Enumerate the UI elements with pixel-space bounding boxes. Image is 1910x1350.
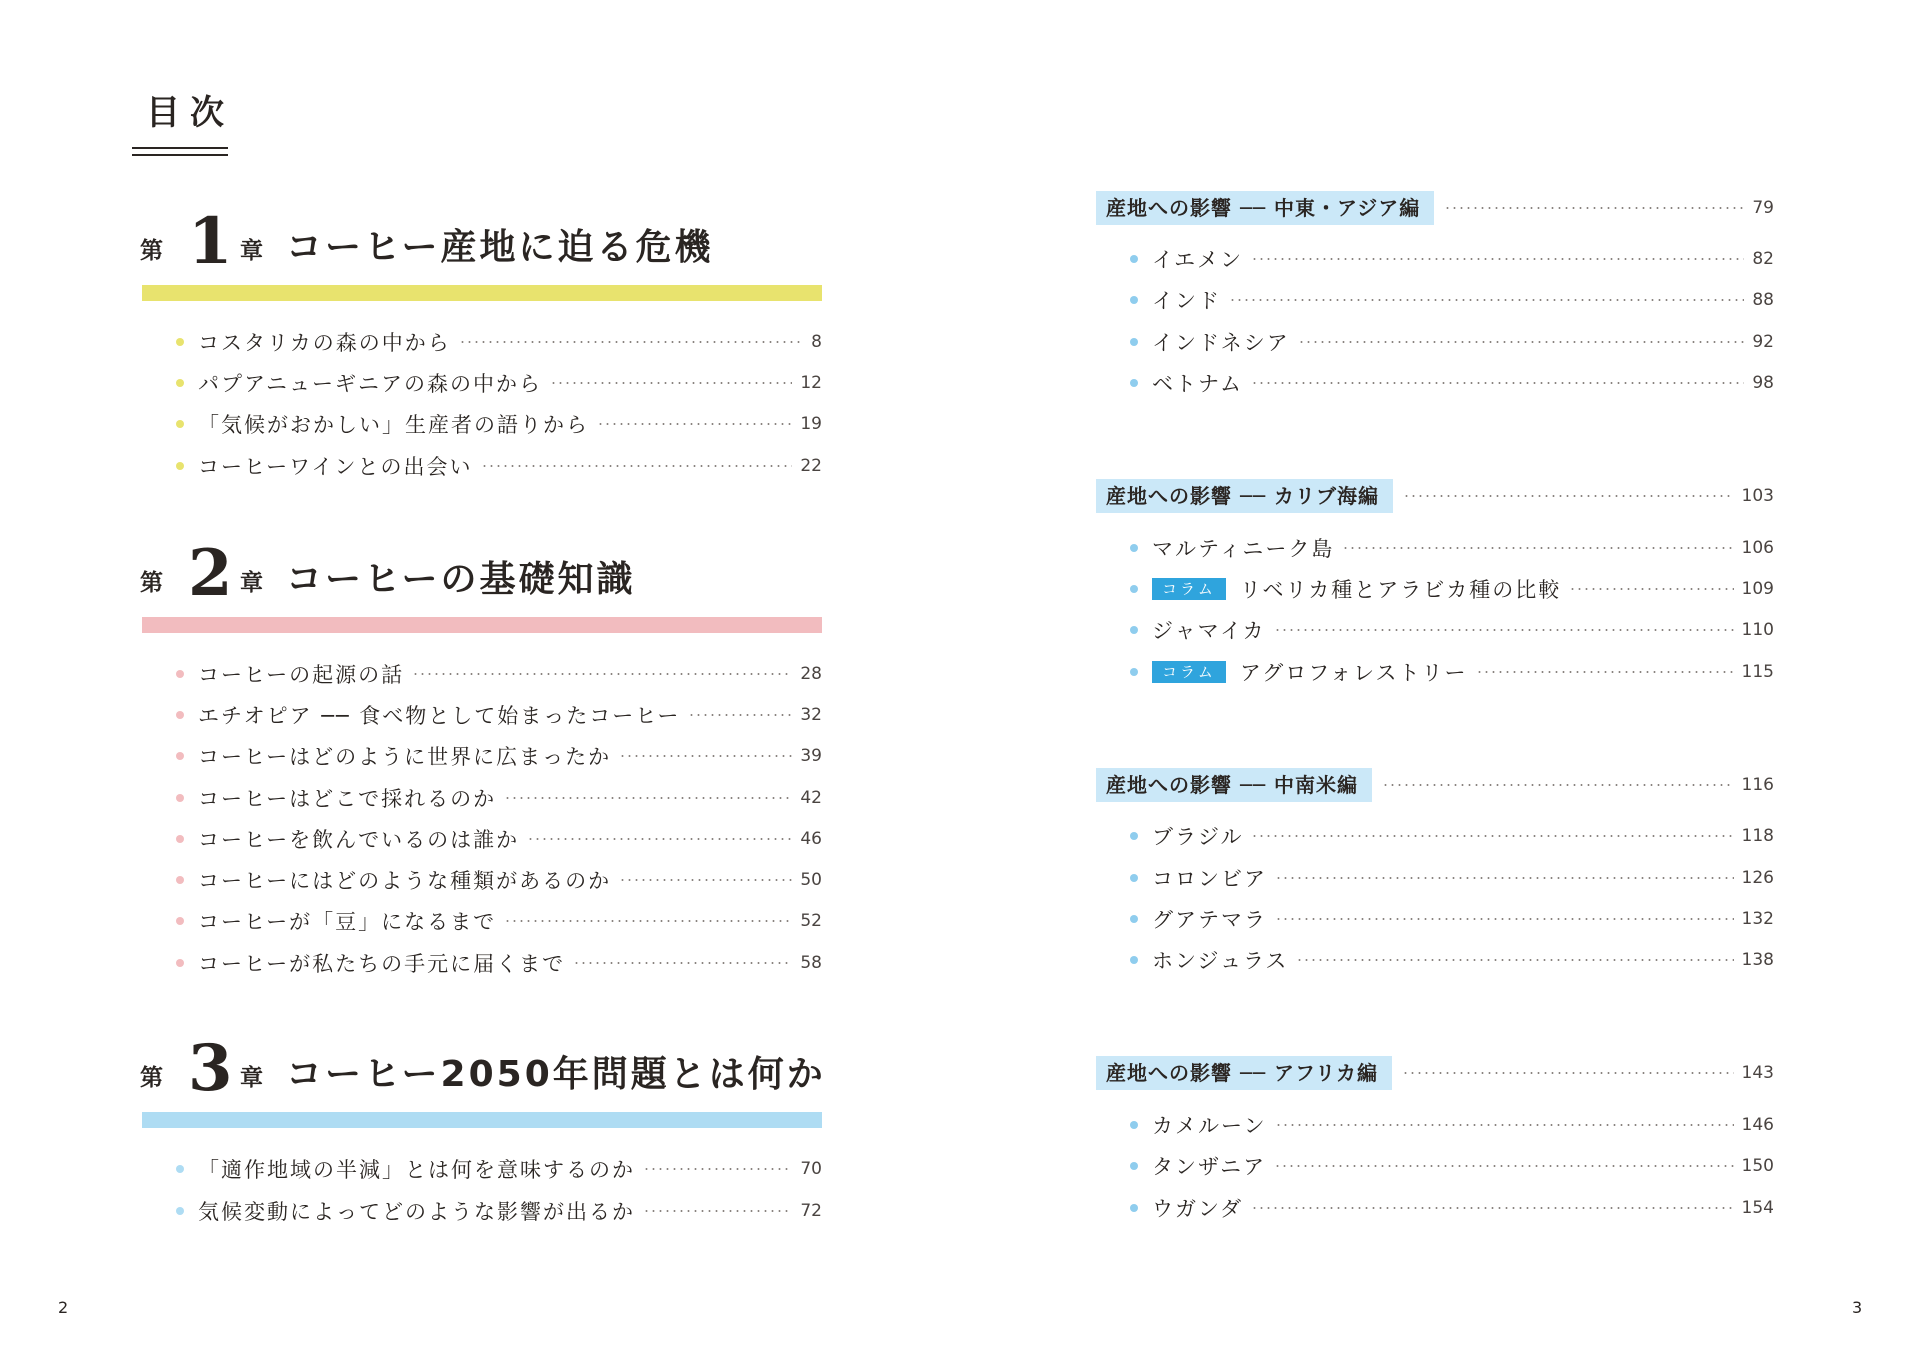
bullet-icon — [1130, 379, 1138, 387]
section-label: 産地への影響 ── アフリカ編 — [1096, 1056, 1392, 1090]
entry-title: グアテマラ — [1152, 908, 1267, 932]
entry-title: ウガンダ — [1152, 1197, 1244, 1221]
page-number: 12 — [800, 373, 822, 393]
chapter-1-color-bar — [142, 285, 822, 301]
page-number: 52 — [800, 911, 822, 931]
bullet-icon — [1130, 544, 1138, 552]
toc-entry[interactable] — [1130, 530, 1774, 566]
entry-title: ベトナム — [1152, 372, 1243, 396]
toc-entry[interactable] — [1130, 612, 1774, 648]
toc-entry[interactable] — [1130, 365, 1774, 401]
dot-leader — [573, 962, 792, 964]
bullet-icon — [1130, 255, 1138, 263]
entry-title: 気候変動によってどのような影響が出るか — [198, 1200, 635, 1224]
bullet-icon — [1130, 626, 1138, 634]
dot-leader — [1342, 547, 1733, 549]
entry-title: タンザニア — [1152, 1155, 1267, 1179]
page-number: 28 — [800, 664, 822, 684]
dot-leader — [1275, 1124, 1734, 1126]
page-number: 22 — [800, 456, 822, 476]
section-label: 産地への影響 ── 中南米編 — [1096, 768, 1372, 802]
page-number: 150 — [1741, 1156, 1774, 1176]
bullet-icon — [176, 917, 184, 925]
bullet-icon — [1130, 956, 1138, 964]
toc-entry[interactable] — [176, 448, 822, 484]
entry-title: コーヒーはどこで採れるのか — [198, 787, 497, 811]
section-header-caribbean[interactable] — [1096, 478, 1774, 514]
toc-entry[interactable] — [1130, 860, 1774, 896]
page-number: 138 — [1741, 950, 1774, 970]
entry-title: コーヒーが私たちの手元に届くまで — [198, 952, 566, 976]
entry-title: イエメン — [1152, 248, 1244, 272]
page-number: 32 — [800, 705, 822, 725]
toc-entry[interactable] — [176, 862, 822, 898]
chapter-prefix: 第 — [140, 1065, 163, 1091]
bullet-icon — [176, 462, 184, 470]
page-number: 143 — [1741, 1063, 1774, 1083]
entry-title: コーヒーにはどのような種類があるのか — [198, 869, 612, 893]
toc-entry[interactable] — [176, 324, 822, 360]
bullet-icon — [1130, 832, 1138, 840]
section-header-africa[interactable] — [1096, 1055, 1774, 1091]
bullet-icon — [176, 1207, 184, 1215]
dot-leader — [481, 465, 793, 467]
section-label: 産地への影響 ── 中東・アジア編 — [1096, 191, 1434, 225]
dot-leader — [643, 1210, 792, 1212]
toc-entry[interactable] — [1130, 241, 1774, 277]
toc-entry[interactable] — [1130, 1107, 1774, 1143]
dot-leader — [597, 423, 792, 425]
toc-entry[interactable] — [176, 945, 822, 981]
toc-entry[interactable] — [1130, 654, 1774, 690]
dot-leader — [1275, 918, 1734, 920]
toc-entry[interactable] — [1130, 1148, 1774, 1184]
dot-leader — [1229, 299, 1744, 301]
entry-title: 「気候がおかしい」生産者の語りから — [198, 413, 589, 437]
bullet-icon — [176, 752, 184, 760]
dot-leader — [1444, 207, 1744, 209]
bullet-icon — [176, 670, 184, 678]
toc-entry[interactable] — [1130, 324, 1774, 360]
chapter-3-header — [140, 1031, 826, 1115]
toc-entry[interactable] — [1130, 901, 1774, 937]
dot-leader — [1251, 1207, 1733, 1209]
chapter-prefix: 第 — [140, 570, 163, 596]
toc-entry[interactable] — [176, 780, 822, 816]
toc-entry[interactable] — [176, 821, 822, 857]
entry-title: ジャマイカ — [1152, 619, 1266, 643]
dot-leader — [504, 920, 792, 922]
bullet-icon — [1130, 296, 1138, 304]
chapter-suffix: 章 — [240, 1065, 263, 1091]
chapter-2-header — [140, 536, 820, 620]
dot-leader — [1275, 877, 1734, 879]
bullet-icon — [1130, 1204, 1138, 1212]
chapter-title: コーヒーの基礎知識 — [286, 559, 636, 600]
page-number: 46 — [800, 829, 822, 849]
toc-entry[interactable] — [1130, 818, 1774, 854]
dot-leader — [527, 838, 792, 840]
toc-entry[interactable] — [1130, 942, 1774, 978]
dot-leader — [1298, 341, 1745, 343]
dot-leader — [1402, 1072, 1734, 1074]
dot-leader — [1476, 671, 1734, 673]
entry-title: インドネシア — [1152, 331, 1290, 355]
entry-title: カメルーン — [1152, 1114, 1267, 1138]
bullet-icon — [176, 876, 184, 884]
bullet-icon — [1130, 338, 1138, 346]
entry-title: コーヒーの起源の話 — [198, 663, 405, 687]
chapter-title: コーヒー2050年問題とは何か — [286, 1054, 826, 1095]
page-number: 92 — [1752, 332, 1774, 352]
bullet-icon — [1130, 585, 1138, 593]
page-number: 146 — [1741, 1115, 1774, 1135]
chapter-title: コーヒー産地に迫る危機 — [286, 227, 714, 268]
page-number: 19 — [800, 414, 822, 434]
chapter-prefix: 第 — [140, 238, 163, 264]
entry-title: エチオピア ── 食べ物として始まったコーヒー — [198, 704, 681, 728]
chapter-number: 1 — [188, 204, 233, 279]
page-folio-right: 3 — [1852, 1298, 1863, 1317]
dot-leader — [412, 673, 792, 675]
column-tag: コラム — [1152, 578, 1226, 600]
bullet-icon — [176, 835, 184, 843]
toc-entry[interactable] — [176, 656, 822, 692]
page-number: 106 — [1741, 538, 1774, 558]
entry-title: コーヒーはどのように世界に広まったか — [198, 745, 612, 769]
entry-title: コーヒーを飲んでいるのは誰か — [198, 828, 520, 852]
page-number: 50 — [800, 870, 822, 890]
toc-entry[interactable] — [176, 365, 822, 401]
chapter-3-color-bar — [142, 1112, 822, 1128]
page-number: 8 — [811, 332, 822, 352]
bullet-icon — [176, 794, 184, 802]
dot-leader — [550, 382, 792, 384]
page-number: 42 — [800, 788, 822, 808]
entry-title: インド — [1152, 289, 1221, 313]
page-number: 58 — [800, 953, 822, 973]
toc-entry[interactable] — [176, 697, 822, 733]
dot-leader — [1274, 629, 1734, 631]
entry-title: リベリカ種とアラビカ種の比較 — [1239, 578, 1562, 602]
dot-leader — [619, 755, 792, 757]
section-header-asia[interactable] — [1096, 190, 1774, 226]
entry-title: コーヒーワインとの出会い — [198, 455, 473, 479]
toc-title: 目次 — [146, 93, 234, 133]
page-folio-left: 2 — [58, 1298, 69, 1317]
page-number: 115 — [1741, 662, 1774, 682]
dot-leader — [1403, 495, 1734, 497]
section-label: 産地への影響 ── カリブ海編 — [1096, 479, 1393, 513]
dot-leader — [1274, 1165, 1733, 1167]
page-number: 88 — [1752, 290, 1774, 310]
toc-entry[interactable] — [1130, 282, 1774, 318]
bullet-icon — [176, 338, 184, 346]
entry-title: アグロフォレストリー — [1239, 661, 1468, 685]
bullet-icon — [1130, 1162, 1138, 1170]
bullet-icon — [1130, 668, 1138, 676]
chapter-2-color-bar — [142, 617, 822, 633]
bullet-icon — [176, 1165, 184, 1173]
bullet-icon — [1130, 874, 1138, 882]
bullet-icon — [176, 959, 184, 967]
toc-entry[interactable] — [1130, 1190, 1774, 1226]
bullet-icon — [1130, 915, 1138, 923]
toc-entry[interactable] — [176, 1151, 822, 1187]
chapter-1-header — [140, 204, 820, 288]
chapter-suffix: 章 — [240, 570, 263, 596]
dot-leader — [1251, 835, 1733, 837]
dot-leader — [1569, 588, 1733, 590]
entry-title: ホンジュラス — [1152, 949, 1289, 973]
entry-title: 「適作地域の半減」とは何を意味するのか — [198, 1158, 635, 1182]
entry-title: ブラジル — [1152, 825, 1244, 849]
page-number: 98 — [1752, 373, 1774, 393]
toc-entry[interactable] — [176, 903, 822, 939]
page-number: 72 — [800, 1201, 822, 1221]
page-number: 82 — [1752, 249, 1774, 269]
entry-title: コスタリカの森の中から — [198, 331, 451, 355]
page-number: 126 — [1741, 868, 1774, 888]
bullet-icon — [1130, 1121, 1138, 1129]
chapter-number: 2 — [188, 536, 233, 611]
dot-leader — [504, 797, 792, 799]
column-tag: コラム — [1152, 661, 1226, 683]
page-number: 70 — [800, 1159, 822, 1179]
dot-leader — [688, 714, 792, 716]
page-number: 116 — [1741, 775, 1774, 795]
section-header-latin-america[interactable] — [1096, 767, 1774, 803]
dot-leader — [459, 341, 803, 343]
page-number: 132 — [1741, 909, 1774, 929]
page-number: 79 — [1752, 198, 1774, 218]
bullet-icon — [176, 420, 184, 428]
dot-leader — [643, 1168, 792, 1170]
toc-entry[interactable] — [1130, 571, 1774, 607]
entry-title: コロンビア — [1152, 867, 1267, 891]
dot-leader — [1251, 258, 1744, 260]
dot-leader — [1296, 959, 1733, 961]
entry-title: マルティニーク島 — [1152, 537, 1335, 561]
page-number: 109 — [1741, 579, 1774, 599]
bullet-icon — [176, 711, 184, 719]
entry-title: パプアニューギニアの森の中から — [198, 372, 542, 396]
page-number: 110 — [1741, 620, 1774, 640]
page-number: 39 — [800, 746, 822, 766]
toc-entry[interactable] — [176, 738, 822, 774]
page-number: 118 — [1741, 826, 1774, 846]
dot-leader — [1382, 784, 1734, 786]
page-number: 103 — [1741, 486, 1774, 506]
page-number: 154 — [1741, 1198, 1774, 1218]
entry-title: コーヒーが「豆」になるまで — [198, 910, 497, 934]
chapter-number: 3 — [188, 1031, 233, 1106]
toc-title-rule — [132, 147, 228, 156]
dot-leader — [1251, 382, 1744, 384]
toc-entry[interactable] — [176, 1193, 822, 1229]
bullet-icon — [176, 379, 184, 387]
dot-leader — [619, 879, 792, 881]
toc-entry[interactable] — [176, 406, 822, 442]
chapter-suffix: 章 — [240, 238, 263, 264]
